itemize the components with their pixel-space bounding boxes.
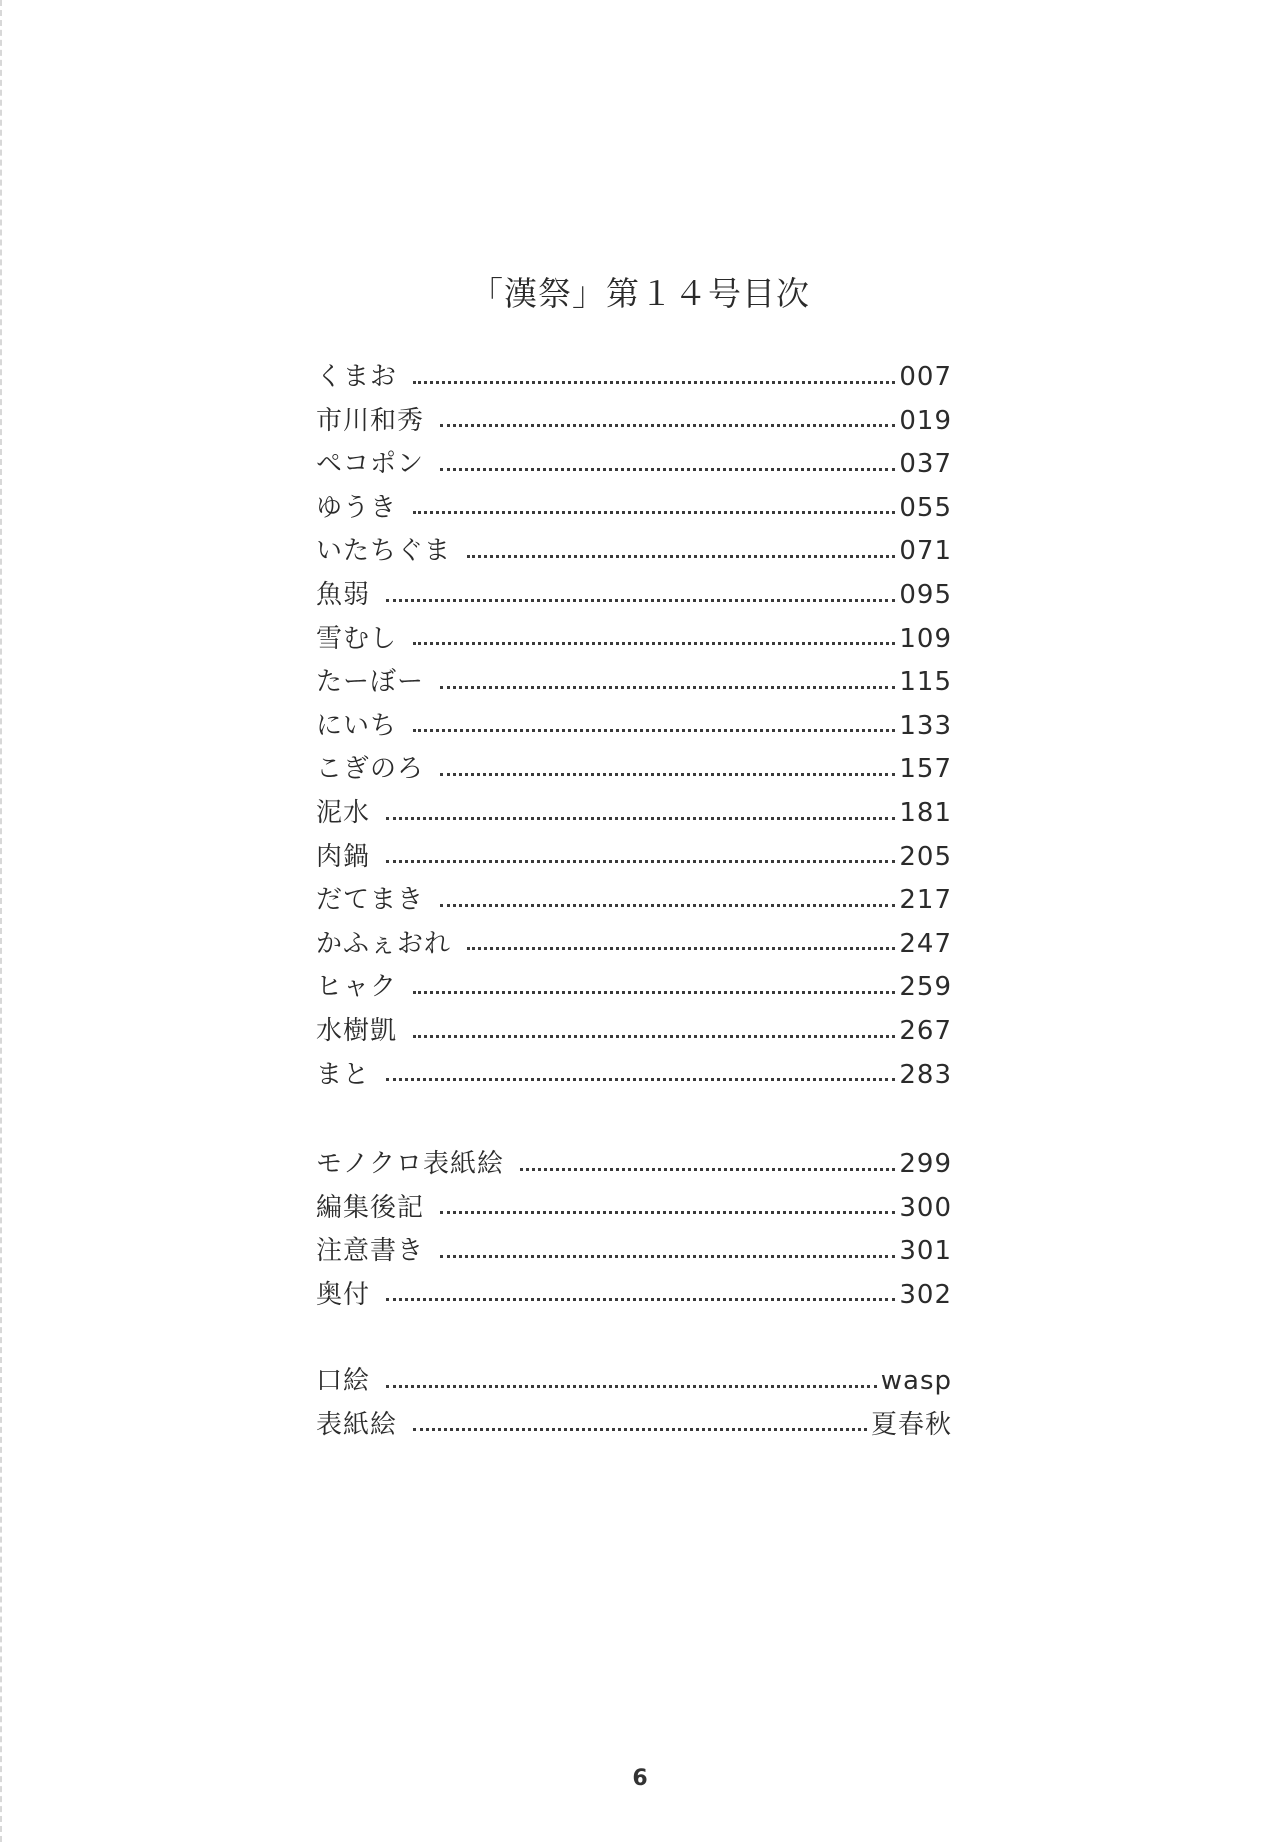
toc-entry-name: 注意書き [316,1236,425,1267]
toc-entry-name: いたちぐま [316,536,452,567]
toc-dot-leader [413,1015,895,1038]
toc-entry [316,923,952,967]
toc-entry-name: こぎのろ [316,754,425,785]
toc-entry-name: 泥水 [316,797,371,828]
toc-entry-page: 217 [899,885,952,916]
toc-entry-page: 301 [899,1236,952,1267]
toc-dot-leader [440,448,895,471]
toc-entry [316,530,952,574]
toc-dot-leader [386,1278,895,1301]
toc-entry-name: 魚弱 [316,579,371,610]
toc-entry [316,661,952,705]
toc-dot-leader [386,1058,895,1081]
toc-entry-page: 019 [899,405,952,436]
toc-entry-name: たーぼー [316,667,425,698]
toc-entry-name: まと [316,1059,371,1090]
toc-entry [316,1143,952,1187]
toc-entry-name: モノクロ表紙絵 [316,1149,504,1179]
toc-entry-page: wasp [880,1366,952,1396]
toc-dot-leader [413,1408,867,1431]
toc-dot-leader [386,797,895,820]
toc-entry-page: 300 [899,1192,952,1223]
toc-entry [316,356,952,400]
toc-dot-leader [386,1365,877,1388]
toc-entry-name: 水樹凱 [316,1015,398,1046]
toc-entry [316,836,952,880]
toc-dot-leader [467,535,895,558]
toc-entry-page: 267 [899,1015,952,1046]
toc-entry-page: 037 [899,449,952,480]
toc-entry-page: 夏春秋 [870,1409,952,1440]
toc-entry [316,1274,952,1318]
toc-entry-page: 181 [899,797,952,828]
toc-dot-leader [386,840,895,863]
toc-entry-page: 109 [899,623,952,654]
toc-dot-leader [413,491,895,514]
toc-dot-leader [386,579,895,602]
toc-entry-name: にいち [316,710,398,741]
toc-entry [316,574,952,618]
toc-entry-page: 259 [899,972,952,1003]
toc-entry-name: かふぇおれ [316,928,452,959]
toc-entry [316,966,952,1010]
toc-entry-page: 055 [899,492,952,523]
toc-entry-page: 299 [899,1149,952,1179]
page-number: 6 [632,1766,648,1791]
toc-dot-leader [440,666,895,689]
toc-entry [316,879,952,923]
toc-entry-page: 205 [899,841,952,872]
toc-entry-name: ペコポン [316,449,425,480]
toc-entry-page: 157 [899,754,952,785]
toc-entry-name: 表紙絵 [316,1409,398,1440]
toc-entry-page: 115 [899,667,952,698]
toc-dot-leader [440,884,895,907]
toc-entry [316,748,952,792]
toc-entry-page: 283 [899,1059,952,1090]
toc-entry [316,1054,952,1098]
toc-dot-leader [467,927,895,950]
toc-entry-name: 市川和秀 [316,405,425,436]
toc-entry [316,487,952,531]
toc-entry [316,792,952,836]
toc-entry-name: 肉鍋 [316,841,371,872]
page-title: 「漢祭」第１４号目次 [470,274,810,313]
toc-entry-name: 口絵 [316,1366,371,1396]
toc-entry-name: くまお [316,362,398,392]
toc-dot-leader [413,361,895,384]
toc-entry [316,443,952,487]
toc-entry-name: ゆうき [316,492,398,523]
toc-entry-page: 247 [899,928,952,959]
toc-dot-leader [413,622,895,645]
toc-dot-leader [440,1191,895,1214]
toc-dot-leader [413,709,895,732]
toc-group-contributors [316,356,952,1097]
toc-entry [316,400,952,444]
toc-entry [316,618,952,662]
toc-dot-leader [440,1235,895,1258]
toc-dot-leader [413,971,895,994]
toc-dot-leader [440,753,895,776]
toc-entry-name: 編集後記 [316,1192,425,1223]
toc-group-extras [316,1143,952,1317]
toc-entry-page: 071 [899,536,952,567]
toc-dot-leader [440,404,895,427]
toc-entry [316,1404,952,1448]
toc-entry [316,1187,952,1231]
toc-entry [316,705,952,749]
toc-entry-name: 奥付 [316,1279,371,1310]
toc-entry-name: ヒャク [316,972,398,1003]
toc-entry [316,1230,952,1274]
toc-entry [316,1010,952,1054]
toc-entry-page: 007 [899,362,952,392]
toc-dot-leader [520,1148,895,1171]
toc-entry-page: 133 [899,710,952,741]
toc-entry-name: だてまき [316,885,425,916]
toc-entry [316,1360,952,1404]
toc-entry-name: 雪むし [316,623,398,654]
toc-entry-page: 302 [899,1279,952,1310]
toc-entry-page: 095 [899,579,952,610]
toc-group-art-credits [316,1360,952,1447]
